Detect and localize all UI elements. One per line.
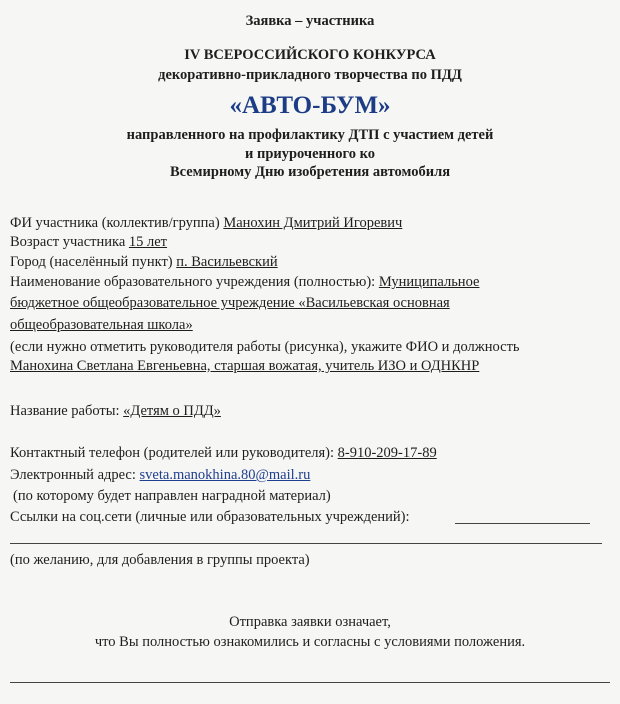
contest-line-1: IV ВСЕРОССИЙСКОГО КОНКУРСА [184, 47, 436, 63]
school-value-line-2[interactable]: бюджетное общеобразовательное учреждение «Васильевская основная [10, 295, 450, 311]
phone-row [10, 444, 437, 462]
footer-line-1: Отправка заявки означает, [229, 614, 391, 630]
school-value-line-1[interactable]: Муниципальное [378, 274, 480, 290]
purpose-line-2: и приуроченного ко [244, 146, 376, 162]
participant-value[interactable]: Манохин Дмитрий Игоревич [223, 215, 403, 231]
phone-label: Контактный телефон (родителей или руководителя): [10, 445, 338, 461]
social-row [10, 508, 410, 526]
contest-line-2: декоративно-прикладного творчества по ПДД [158, 67, 462, 83]
participant-label: ФИ участника (коллектив/группа) [10, 215, 224, 231]
email-note: (по которому будет направлен наградной материал) [13, 488, 331, 504]
city-label: Город (населённый пункт) [10, 254, 177, 270]
social-note: (по желанию, для добавления в группы проекта) [10, 552, 310, 568]
school-label: Наименование образовательного учреждения (полностью): [10, 274, 379, 290]
supervisor-value[interactable]: Манохина Светлана Евгеньевна, старшая вожатая, учитель ИЗО и ОДНКНР [10, 358, 480, 374]
bottom-divider [10, 682, 610, 683]
work-label: Название работы: [10, 403, 124, 419]
participant-row [10, 214, 402, 232]
contest-name: «АВТО-БУМ» [229, 92, 391, 119]
purpose-line-3: Всемирному Дню изобретения автомобиля [169, 164, 451, 180]
form-title: Заявка – участника [245, 13, 375, 29]
city-row [10, 253, 278, 271]
work-value[interactable]: «Детям о ПДД» [123, 403, 221, 419]
purpose-line-1: направленного на профилактику ДТП с участием детей [126, 127, 494, 143]
social-input-line[interactable] [455, 523, 590, 524]
supervisor-note: (если нужно отметить руководителя работы (рисунка), укажите ФИО и должность [10, 339, 520, 355]
phone-value[interactable]: 8-910-209-17-89 [337, 445, 437, 461]
social-label: Ссылки на соц.сети (личные или образовательных учреждений): [10, 509, 410, 525]
email-link[interactable]: sveta.manokhina.80@mail.ru [139, 467, 311, 483]
age-row [10, 233, 167, 251]
social-extra-line[interactable] [10, 543, 602, 544]
email-row [10, 466, 310, 484]
school-value-line-3[interactable]: общеобразовательная школа» [10, 317, 193, 333]
age-label: Возраст участника [10, 234, 129, 250]
work-row [10, 402, 221, 420]
school-row [10, 273, 479, 291]
age-value[interactable]: 15 лет [128, 234, 168, 250]
footer-line-2: что Вы полностью ознакомились и согласны с условиями положения. [94, 634, 526, 650]
city-value[interactable]: п. Васильевский [176, 254, 278, 270]
email-label: Электронный адрес: [10, 467, 140, 483]
